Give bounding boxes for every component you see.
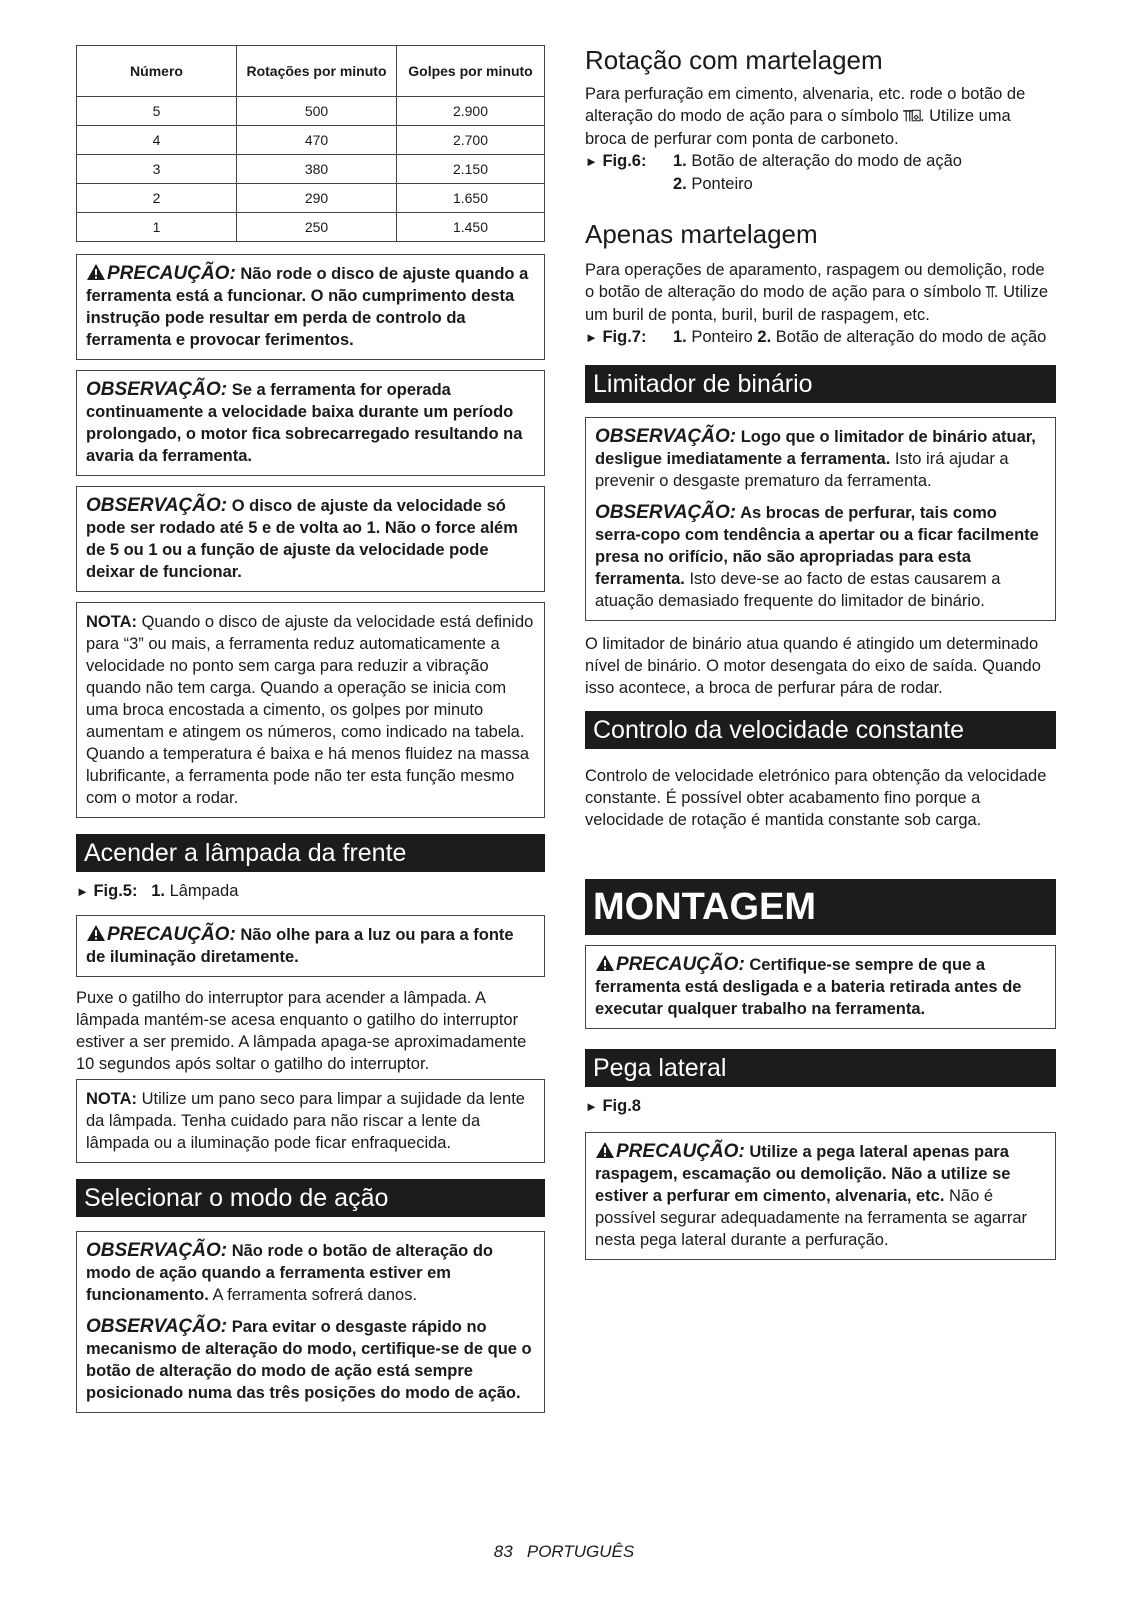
- caution-box: [76, 254, 545, 360]
- section-heading: Apenas martelagem: [585, 219, 818, 249]
- observation-text: Isto irá ajudar a prevenir o desgaste prematuro da ferramenta.: [595, 450, 1009, 490]
- body-paragraph: [585, 259, 1056, 326]
- hammer-mode-icon: ⫪: [985, 284, 994, 301]
- chapter-title: MONTAGEM: [585, 879, 1056, 935]
- figure-key: Fig.7:: [602, 328, 647, 346]
- figure-number: 2.: [673, 175, 687, 193]
- table-header-row: [77, 46, 545, 97]
- table-cell: 290: [237, 184, 397, 213]
- caution-label: PRECAUÇÃO:: [107, 924, 236, 945]
- table-body: [77, 97, 545, 242]
- arrow-right-icon: ►: [585, 1099, 598, 1114]
- observation-label: OBSERVAÇÃO:: [86, 1316, 228, 1337]
- caution-label: PRECAUÇÃO:: [107, 263, 236, 284]
- observation-text: A ferramenta sofrerá danos.: [208, 1286, 418, 1304]
- caution-box: [585, 1132, 1056, 1260]
- figure-reference: [585, 1095, 1056, 1118]
- note-box: [76, 602, 545, 818]
- caution-text: Certifique-se sempre de que a ferramenta está desligada e a bateria retirada antes de executar qualquer trabalho na ferramenta.: [595, 956, 1022, 1018]
- figure-number: 1.: [151, 882, 165, 900]
- table-cell: 250: [237, 213, 397, 242]
- table-cell: 2.700: [397, 126, 545, 155]
- body-paragraph: Puxe o gatilho do interruptor para acender a lâmpada. A lâmpada mantém-se acesa enquanto o gatilho do interruptor estiver a ser premido. A lâmpada apaga-se aproximadamente 10 segundos após soltar o gatilho do interruptor.: [76, 989, 527, 1073]
- rotation-hammer-mode-icon: ⫪⌺: [903, 108, 920, 125]
- observation-box: [76, 370, 545, 476]
- table-row: [77, 126, 545, 155]
- section-title: Selecionar o modo de ação: [76, 1179, 545, 1217]
- note-text: Quando o disco de ajuste da velocidade está definido para “3” ou mais, a ferramenta reduz automaticamente a velocidade no ponto sem carga para reduzir a vibração quando não tem carga. Quando a operação se inicia com uma broca encostada a cimento, os golpes por minuto aumentam e atingem os números, como indicado na tabela. Quando a temperatura é baixa e há menos fluidez na massa lubrificante, a ferramenta pode não ter esta função mesmo com o motor a rodar.: [86, 613, 534, 807]
- observation-bold-text: As brocas de perfurar, tais como serra-copo com tendência a apertar ou a ficar facilmente presa no orifício, não são apropriadas para esta ferramenta.: [595, 504, 1039, 588]
- figure-text: Lâmpada: [165, 882, 239, 900]
- figure-reference: [585, 150, 1056, 195]
- table-header-cell: Número: [77, 46, 237, 97]
- section-title: Limitador de binário: [585, 365, 1056, 403]
- figure-key: Fig.5:: [93, 882, 138, 900]
- caution-bold-text: Utilize a pega lateral apenas para raspagem, escamação ou demolição. Não a utilize se estiver a perfurar em cimento, alvenaria, etc.: [595, 1143, 1011, 1205]
- note-label: NOTA:: [86, 1090, 138, 1108]
- figure-text: Botão de alteração do modo de ação: [686, 152, 962, 170]
- figure-reference: [585, 326, 1056, 349]
- caution-box: [76, 915, 545, 977]
- paragraph-text: . Utilize um buril de ponta, buril, buril de raspagem, etc.: [585, 283, 1048, 324]
- table-header-cell: Golpes por minuto: [397, 46, 545, 97]
- observation-bold-text: Não rode o botão de alteração do modo de ação quando a ferramenta estiver em funcionamento.: [86, 1242, 493, 1304]
- speed-table: [76, 45, 545, 242]
- caution-label: PRECAUÇÃO:: [616, 954, 745, 975]
- observation-text: O disco de ajuste da velocidade só pode ser rodado até 5 e de volta ao 1. Não o force além de 5 ou 1 ou a função de ajuste da velocidade pode deixar de funcionar.: [86, 497, 518, 581]
- figure-text: Ponteiro: [686, 328, 758, 346]
- table-cell: 4: [77, 126, 237, 155]
- table-row: [77, 213, 545, 242]
- table-cell: 1: [77, 213, 237, 242]
- note-box: [76, 1079, 545, 1163]
- figure-number: 2.: [757, 328, 772, 346]
- caution-text: Não é possível segurar adequadamente na ferramenta se agarrar nesta pega lateral durante a perfuração.: [595, 1187, 1028, 1249]
- body-paragraph: [585, 83, 1056, 150]
- warning-icon: [86, 263, 106, 281]
- observation-box: [585, 417, 1056, 621]
- observation-label: OBSERVAÇÃO:: [86, 495, 228, 516]
- observation-label: OBSERVAÇÃO:: [86, 1240, 228, 1261]
- figure-key: Fig.8: [602, 1097, 641, 1115]
- note-text: Utilize um pano seco para limpar a sujidade da lente da lâmpada. Tenha cuidado para não riscar a lente da lâmpada ou a iluminação pode ficar enfraquecida.: [86, 1090, 525, 1152]
- table-cell: 2.150: [397, 155, 545, 184]
- figure-reference: [76, 880, 545, 903]
- table-cell: 3: [77, 155, 237, 184]
- table-cell: 5: [77, 97, 237, 126]
- table-cell: 500: [237, 97, 397, 126]
- figure-key: Fig.6:: [602, 152, 647, 170]
- warning-icon: [86, 924, 106, 942]
- right-column: [585, 45, 1056, 1260]
- table-cell: 1.650: [397, 184, 545, 213]
- table-cell: 1.450: [397, 213, 545, 242]
- table-row: [77, 155, 545, 184]
- table-header-cell: Rotações por minuto: [237, 46, 397, 97]
- observation-label: OBSERVAÇÃO:: [595, 502, 737, 523]
- caution-text: Não olhe para a luz ou para a fonte de iluminação diretamente.: [86, 926, 514, 966]
- table-cell: 470: [237, 126, 397, 155]
- warning-icon: [595, 954, 615, 972]
- observation-label: OBSERVAÇÃO:: [86, 379, 228, 400]
- page-number: 83: [493, 1542, 513, 1561]
- paragraph-text: Para operações de aparamento, raspagem ou demolição, rode o botão de alteração do modo de ação para o símbolo: [585, 261, 1045, 301]
- paragraph-text: Para perfuração em cimento, alvenaria, etc. rode o botão de alteração do modo de ação para o símbolo: [585, 85, 1026, 125]
- body-paragraph: Controlo de velocidade eletrónico para obtenção da velocidade constante. É possível obter acabamento fino porque a velocidade de rotação é mantida constante sob carga.: [585, 767, 1047, 829]
- arrow-right-icon: ►: [585, 154, 598, 169]
- observation-box: [76, 1231, 545, 1413]
- arrow-right-icon: ►: [76, 884, 89, 899]
- figure-number: 1.: [673, 328, 687, 346]
- footer-language: PORTUGUÊS: [526, 1542, 635, 1561]
- observation-bold-text: Logo que o limitador de binário atuar, desligue imediatamente a ferramenta.: [595, 428, 1036, 468]
- caution-label: PRECAUÇÃO:: [616, 1141, 745, 1162]
- table-cell: 380: [237, 155, 397, 184]
- table-row: [77, 97, 545, 126]
- left-column: [76, 45, 545, 1413]
- section-title: Controlo da velocidade constante: [585, 711, 1056, 749]
- observation-bold-text: Para evitar o desgaste rápido no mecanismo de alteração do modo, certifique-se de que o botão de alteração do modo de ação está sempre posicionado numa das três posições do modo de ação.: [86, 1318, 532, 1402]
- figure-number: 1.: [673, 152, 687, 170]
- observation-text: Se a ferramenta for operada continuamente a velocidade baixa durante um período prolongado, o motor fica sobrecarregado resultando na avaria da ferramenta.: [86, 381, 523, 465]
- warning-icon: [595, 1141, 615, 1159]
- table-cell: 2.900: [397, 97, 545, 126]
- table-row: [77, 184, 545, 213]
- table-cell: 2: [77, 184, 237, 213]
- observation-box: [76, 486, 545, 592]
- paragraph-text: . Utilize uma broca de perfurar com ponta de carboneto.: [585, 107, 1011, 148]
- arrow-right-icon: ►: [585, 330, 598, 345]
- body-paragraph: O limitador de binário atua quando é atingido um determinado nível de binário. O motor desengata do eixo de saída. Quando isso acontece, a broca de perfurar pára de rodar.: [585, 635, 1041, 697]
- caution-box: [585, 945, 1056, 1029]
- page-footer: [0, 1542, 1128, 1562]
- section-title: Pega lateral: [585, 1049, 1056, 1087]
- note-label: NOTA:: [86, 613, 138, 631]
- observation-text: Isto deve-se ao facto de estas causarem a atuação demasiado frequente do limitador de binário.: [595, 570, 1001, 610]
- observation-label: OBSERVAÇÃO:: [595, 426, 737, 447]
- figure-text: Botão de alteração do modo de ação: [771, 328, 1047, 346]
- section-title: Acender a lâmpada da frente: [76, 834, 545, 872]
- caution-text: Não rode o disco de ajuste quando a ferramenta está a funcionar. O não cumprimento desta instrução pode resultar em perda de controlo da ferramenta e provocar ferimentos.: [86, 265, 529, 349]
- section-heading: Rotação com martelagem: [585, 45, 883, 75]
- figure-text: Ponteiro: [686, 175, 753, 193]
